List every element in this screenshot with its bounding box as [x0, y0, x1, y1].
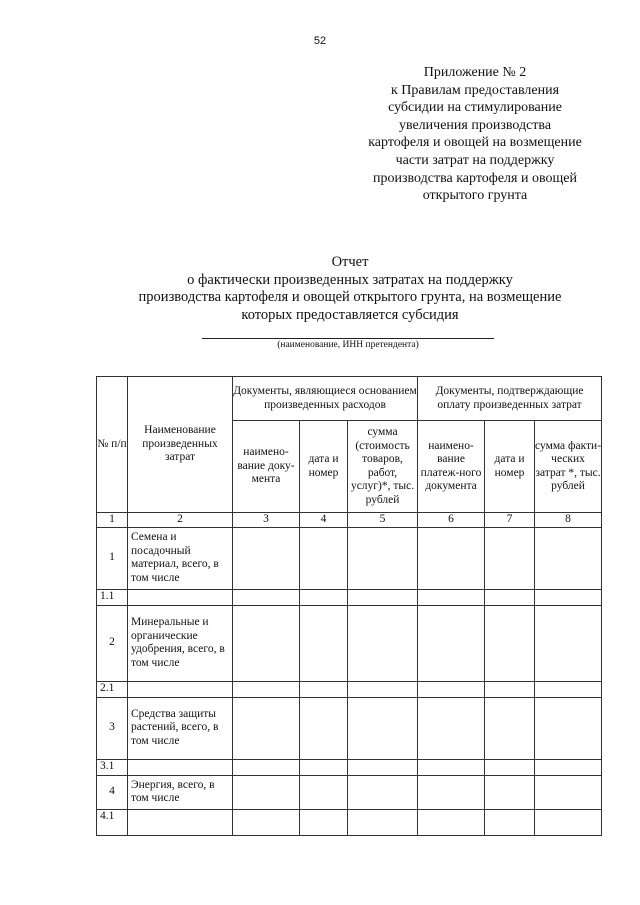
cell[interactable] [348, 605, 418, 681]
column-number: 2 [128, 513, 233, 528]
cell[interactable] [348, 759, 418, 775]
cell[interactable] [485, 681, 535, 697]
cell[interactable] [418, 697, 485, 759]
row-name: Минеральные и органические удобрения, всего, в том числе [128, 605, 233, 681]
cell[interactable] [233, 527, 300, 589]
header-doc-name: наимено-вание доку-мента [233, 421, 300, 513]
appendix-line: к Правилам предоставления [390, 82, 560, 98]
applicant-caption: (наименование, ИНН претендента) [277, 340, 419, 350]
table-row [97, 775, 602, 809]
row-name: Средства защиты растений, всего, в том числе [128, 697, 233, 759]
cell[interactable] [233, 775, 300, 809]
appendix-line: части затрат на поддержку [395, 152, 555, 168]
row-number: 3 [97, 697, 128, 759]
title-line: которых предоставляется субсидия [241, 306, 459, 323]
cell[interactable] [348, 697, 418, 759]
cell[interactable] [485, 589, 535, 605]
cell[interactable] [348, 809, 418, 835]
header-pay-name: наимено-вание платеж-ного документа [418, 421, 485, 513]
applicant-underline [202, 338, 494, 339]
cell[interactable] [300, 527, 348, 589]
cell[interactable] [485, 759, 535, 775]
cell[interactable] [418, 681, 485, 697]
header-num: № п/п [97, 377, 128, 513]
cell[interactable] [233, 759, 300, 775]
cell[interactable] [485, 605, 535, 681]
row-number: 1.1 [97, 589, 128, 605]
expenses-table [96, 376, 602, 836]
cell[interactable] [300, 681, 348, 697]
cell[interactable] [418, 809, 485, 835]
cell[interactable] [233, 809, 300, 835]
cell[interactable] [300, 809, 348, 835]
title-line: Отчет [331, 254, 369, 270]
cell[interactable] [535, 589, 602, 605]
appendix-line: субсидии на стимулирование [388, 100, 562, 116]
cell[interactable] [233, 605, 300, 681]
cell[interactable] [535, 605, 602, 681]
header-group-basis: Документы, являющиеся основанием произведенных расходов [233, 377, 418, 421]
column-number: 3 [233, 513, 300, 528]
appendix-line: Приложение № 2 [423, 65, 527, 80]
table-row [97, 605, 602, 681]
row-name [128, 681, 233, 697]
cell[interactable] [233, 589, 300, 605]
row-number: 2 [97, 605, 128, 681]
page-number: 52 [313, 35, 327, 47]
cell[interactable] [233, 681, 300, 697]
cell[interactable] [535, 697, 602, 759]
appendix-line: производства картофеля и овощей [373, 170, 577, 186]
column-number: 4 [300, 513, 348, 528]
cell[interactable] [348, 527, 418, 589]
cell[interactable] [233, 697, 300, 759]
table-row [97, 681, 602, 697]
row-name [128, 809, 233, 835]
table-row [97, 759, 602, 775]
header-doc-sum: сумма (стоимость товаров, работ, услуг)*, тыс. рублей [348, 421, 418, 513]
column-number: 1 [97, 513, 128, 528]
cell[interactable] [418, 759, 485, 775]
table-row [97, 589, 602, 605]
title-line: производства картофеля и овощей открытого грунта, на возмещение [138, 289, 562, 305]
report-title [60, 254, 640, 324]
cell[interactable] [485, 527, 535, 589]
cell[interactable] [418, 775, 485, 809]
row-number: 1 [97, 527, 128, 589]
cell[interactable] [535, 527, 602, 589]
row-name: Семена и посадочный материал, всего, в том числе [128, 527, 233, 589]
cell[interactable] [300, 589, 348, 605]
cell[interactable] [300, 759, 348, 775]
header-doc-date: дата и номер [300, 421, 348, 513]
cell[interactable] [485, 775, 535, 809]
cell[interactable] [418, 605, 485, 681]
column-number: 7 [485, 513, 535, 528]
row-name: Энергия, всего, в том числе [128, 775, 233, 809]
appendix-line: открытого грунта [422, 188, 528, 204]
header-name: Наименование произведенных затрат [128, 377, 233, 513]
column-number: 5 [348, 513, 418, 528]
cell[interactable] [348, 681, 418, 697]
header-pay-date: дата и номер [485, 421, 535, 513]
header-group-payment: Документы, подтверждающие оплату произведенных затрат [418, 377, 602, 421]
cell[interactable] [300, 775, 348, 809]
column-number: 8 [535, 513, 602, 528]
cell[interactable] [348, 775, 418, 809]
cell[interactable] [535, 809, 602, 835]
row-name [128, 759, 233, 775]
row-number: 4 [97, 775, 128, 809]
appendix-line: картофеля и овощей на возмещение [368, 135, 582, 151]
row-number: 2.1 [97, 681, 128, 697]
table-row [97, 697, 602, 759]
cell[interactable] [418, 527, 485, 589]
appendix-line: увеличения производства [398, 117, 552, 133]
cell[interactable] [300, 697, 348, 759]
cell[interactable] [485, 809, 535, 835]
cell[interactable] [535, 681, 602, 697]
cell[interactable] [418, 589, 485, 605]
appendix-block [350, 64, 600, 205]
row-number: 3.1 [97, 759, 128, 775]
cell[interactable] [535, 775, 602, 809]
cell[interactable] [300, 605, 348, 681]
cell[interactable] [485, 697, 535, 759]
table-row [97, 809, 602, 835]
cell[interactable] [348, 589, 418, 605]
table-row [97, 527, 602, 589]
title-line: о фактически произведенных затратах на поддержку [187, 271, 513, 288]
header-pay-sum: сумма факти-ческих затрат *, тыс. рублей [535, 421, 602, 513]
column-number: 6 [418, 513, 485, 528]
cell[interactable] [535, 759, 602, 775]
row-number: 4.1 [97, 809, 128, 835]
row-name [128, 589, 233, 605]
